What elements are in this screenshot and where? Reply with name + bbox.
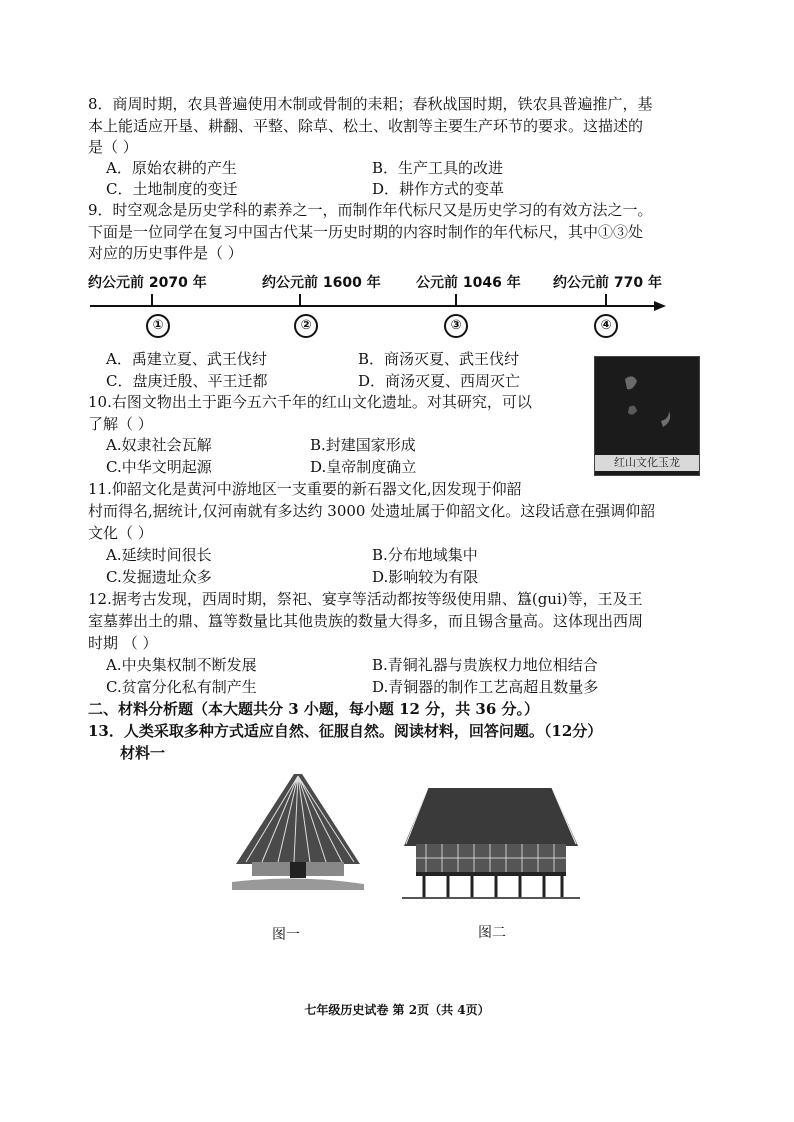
q8-option-a[interactable]: A．原始农耕的产生 — [106, 159, 237, 177]
q9-stem-line1: 9．时空观念是历史学科的素养之一，而制作年代标尺又是历史学习的有效方法之一。 — [88, 201, 653, 219]
hongshan-image-caption: 红山文化玉龙 — [595, 455, 699, 471]
q11-stem-line1: 11.仰韶文化是黄河中游地区一支重要的新石器文化,因发现于仰韶 — [88, 480, 522, 498]
timeline-mark-4: ④ — [594, 314, 618, 338]
q8-option-d[interactable]: D．耕作方式的变革 — [372, 180, 505, 198]
q10-option-b[interactable]: B.封建国家形成 — [310, 436, 416, 454]
section-2-heading: 二、材料分析题（本大题共分 3 小题，每小题 12 分，共 36 分。） — [88, 700, 540, 718]
q9-timeline — [88, 272, 668, 342]
q9-stem-line3: 对应的历史事件是（ ） — [88, 244, 243, 262]
q8-stem-line1: 8．商周时期，农具普遍使用木制或骨制的耒耜；春秋战国时期，铁农具普遍推广，基 — [88, 95, 653, 113]
timeline-mark-3: ③ — [444, 314, 468, 338]
q8-stem-line2: 本上能适应开垦、耕翻、平整、除草、松土、收割等主要生产环节的要求。这描述的 — [88, 117, 644, 135]
timeline-mark-1: ① — [146, 314, 170, 338]
q9-option-b[interactable]: B．商汤灭夏、武王伐纣 — [358, 350, 520, 368]
q13-stem: 13．人类采取多种方式适应自然、征服自然。阅读材料，回答问题。（12分） — [88, 722, 603, 740]
q12-stem-line1: 12.据考古发现，西周时期，祭祀、宴享等活动都按等级使用鼎、簋(gui)等，王及王 — [88, 590, 643, 608]
q11-option-b[interactable]: B.分布地域集中 — [372, 546, 478, 564]
q11-option-d[interactable]: D.影响较为有限 — [372, 568, 479, 586]
q9-option-c[interactable]: C．盘庚迁殷、平王迁都 — [106, 372, 268, 390]
q10-stem-line1: 10.右图文物出土于距今五六千年的红山文化遗址。对其研究，可以 — [88, 393, 532, 411]
q12-option-b[interactable]: B.青铜礼器与贵族权力地位相结合 — [372, 656, 598, 674]
timeline-label-4: 约公元前 770 年 — [553, 275, 662, 291]
timeline-mark-2: ② — [294, 314, 318, 338]
q11-stem-line2: 村而得名,据统计,仅河南就有多达约 3000 处遗址属于仰韶文化。这段话意在强调仰韶 — [88, 502, 656, 520]
q11-option-c[interactable]: C.发掘遗址众多 — [106, 568, 212, 586]
q12-stem-line3: 时期 （ ） — [88, 634, 158, 652]
q11-stem-line3: 文化（ ） — [88, 524, 153, 542]
q11-option-a[interactable]: A.延续时间很长 — [106, 546, 212, 564]
q9-option-d[interactable]: D．商汤灭夏、西周灭亡 — [358, 372, 521, 390]
stilt-house-icon — [402, 784, 580, 900]
q10-option-c[interactable]: C.中华文明起源 — [106, 458, 212, 476]
figure-1-hut-image — [232, 770, 364, 900]
page-footer: 七年级历史试卷 第 2页（共 4页） — [304, 1003, 490, 1017]
q12-option-d[interactable]: D.青铜器的制作工艺高超且数量多 — [372, 678, 599, 696]
figure-2-caption: 图二 — [478, 925, 506, 941]
q8-stem-line3: 是（ ） — [88, 138, 138, 156]
q9-stem-line2: 下面是一位同学在复习中国古代某一历史时期的内容时制作的年代标尺，其中①③处 — [88, 223, 644, 241]
q10-stem-line2: 了解（ ） — [88, 415, 153, 433]
figure-2-stilt-house-image — [402, 784, 580, 900]
timeline-label-2: 约公元前 1600 年 — [262, 275, 381, 291]
q10-option-a[interactable]: A.奴隶社会瓦解 — [106, 436, 212, 454]
q12-option-a[interactable]: A.中央集权制不断发展 — [106, 656, 257, 674]
figure-1-caption: 图一 — [272, 927, 300, 943]
q13-material-label: 材料一 — [120, 744, 166, 762]
q12-option-c[interactable]: C.贫富分化私有制产生 — [106, 678, 257, 696]
timeline-label-3: 公元前 1046 年 — [416, 275, 521, 291]
jade-dragon-icon — [595, 357, 699, 453]
hongshan-jade-dragon-image — [594, 356, 700, 476]
q10-option-d[interactable]: D.皇帝制度确立 — [310, 458, 417, 476]
q8-option-b[interactable]: B．生产工具的改进 — [372, 159, 504, 177]
q9-option-a[interactable]: A．禹建立夏、武王伐纣 — [106, 350, 267, 368]
timeline-label-1: 约公元前 2070 年 — [88, 275, 207, 291]
q8-option-c[interactable]: C．土地制度的变迁 — [106, 180, 238, 198]
thatched-hut-icon — [232, 770, 364, 900]
q12-stem-line2: 室墓葬出土的鼎、簋等数量比其他贵族的数量大得多，而且锡含量高。这体现出西周 — [88, 612, 644, 630]
